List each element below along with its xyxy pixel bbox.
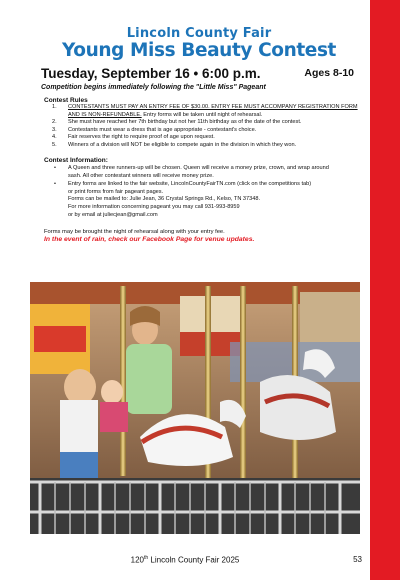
- rule-item: 2. She must have reached her 7th birthday but not her 11th birthday as of the date of the contest.: [52, 119, 302, 126]
- info-item: • A Queen and three runners-up will be chosen. Queen will receive a money prize, crown, and wrap around sash. All other contestant winners will receive money prize.: [54, 165, 329, 179]
- rules-heading: Contest Rules: [44, 97, 88, 104]
- info-list: [52, 165, 370, 220]
- rule-item: 3. Contestants must wear a dress that is age appropriate - contestant's choice.: [52, 126, 257, 133]
- info-item: • Entry forms are linked to the fair website, LincolnCountyFairTN.com (click on the competitions tab) or print forms from fair pageant pages. Forms can be mailed to: Julie Jean, 36 Crystal Springs Rd., Kelso, TN 37348. For more information concerning pageant you may call 931-993-8959 or by email at juliecjean@gmail.com: [54, 181, 312, 218]
- page-number: 53: [353, 555, 362, 564]
- rehearsal-note: Forms may be brought the night of rehearsal along with your entry fee.: [44, 229, 225, 235]
- info-heading: Contest Information:: [44, 157, 108, 164]
- carousel-illustration: [30, 282, 360, 534]
- rain-notice: In the event of rain, check our Facebook Page for venue updates.: [44, 236, 255, 243]
- footer: 120th Lincoln County Fair 2025: [130, 555, 240, 565]
- bullet-icon: •: [54, 165, 56, 171]
- red-side-bar: [370, 0, 400, 580]
- event-date-time: Tuesday, September 16 • 6:00 p.m.: [41, 66, 261, 81]
- fair-name: Lincoln County Fair: [126, 26, 272, 41]
- rule-item: 4. Fair reserves the right to require proof of age upon request.: [52, 134, 215, 141]
- rule-item: 5. Winners of a division will NOT be eligible to compete again in the division in which they won.: [52, 141, 297, 148]
- contest-title: Young Miss Beauty Contest: [62, 40, 336, 61]
- bullet-icon: •: [54, 181, 56, 188]
- age-range: Ages 8-10: [304, 67, 354, 79]
- event-subline: Competition begins immediately following the "Little Miss" Pageant: [41, 84, 266, 91]
- rule-item: 1. CONTESTANTS MUST PAY AN ENTRY FEE OF $30.00. ENTRY FEE MUST ACCOMPANY REGISTRATION FORM AND IS NON-REFUNDABLE. Entry forms will be taken until night of rehearsal.: [52, 104, 358, 118]
- rules-list: [52, 104, 370, 150]
- carousel-photo: [30, 282, 360, 534]
- notes: [44, 228, 254, 244]
